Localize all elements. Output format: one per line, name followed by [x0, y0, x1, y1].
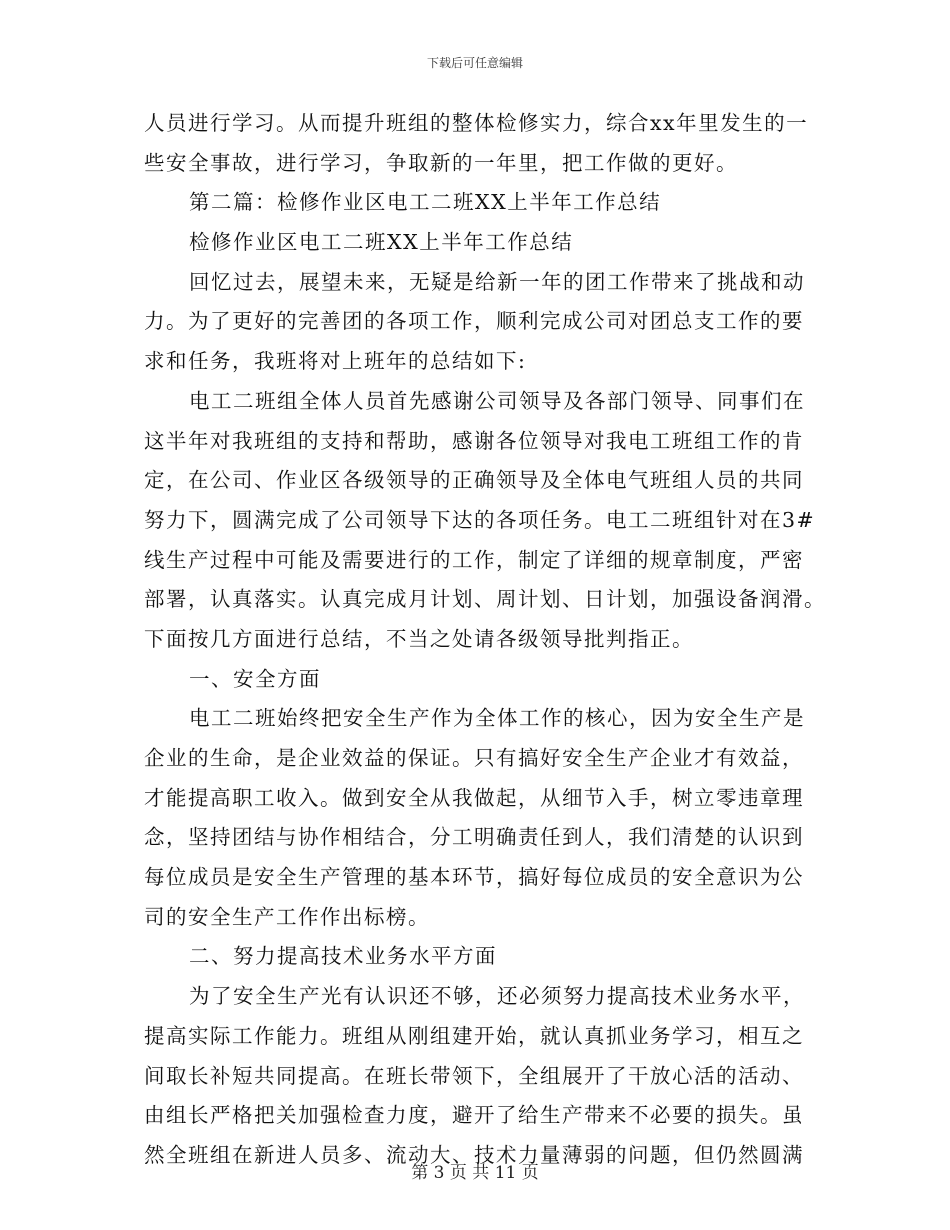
text-line: 提高实际工作能力。班组从刚组建开始，就认真抓业务学习，相互之: [144, 1023, 804, 1048]
text-line: 由组长严格把关加强检查力度，避开了给生产带来不必要的损失。虽: [144, 1103, 804, 1128]
text-line: 电工二班组全体人员首先感谢公司领导及各部门领导、同事们在: [189, 388, 805, 413]
section-title: 检修作业区电工二班XX上半年工作总结: [189, 230, 574, 255]
text-line: 念，坚持团结与协作相结合，分工明确责任到人，我们清楚的认识到: [144, 825, 804, 850]
text-line: 回忆过去，展望未来，无疑是给新一年的团工作带来了挑战和动: [189, 269, 805, 294]
document-body: [144, 104, 826, 1176]
text-line: 力。为了更好的完善团的各项工作，顺利完成公司对团总支工作的要: [144, 309, 804, 334]
text-line: 间取长补短共同提高。在班长带领下，全组展开了干放心活的活动、: [144, 1063, 804, 1088]
text-line: 部署，认真落实。认真完成月计划、周计划、日计划，加强设备润滑。: [144, 587, 826, 612]
text-line: 每位成员是安全生产管理的基本环节，搞好每位成员的安全意识为公: [144, 865, 804, 890]
page-footer: 第 3 页 共 11 页: [411, 1163, 539, 1183]
text-line: 这半年对我班组的支持和帮助，感谢各位领导对我电工班组工作的肯: [144, 428, 804, 453]
text-line: 然全班组在新进人员多、流动大、技术力量薄弱的问题，但仍然圆满: [144, 1142, 804, 1167]
page-header: 下载后可任意编辑: [426, 56, 523, 70]
section-heading: 第二篇：检修作业区电工二班XX上半年工作总结: [189, 190, 662, 215]
text-line: 些安全事故，进行学习，争取新的一年里，把工作做的更好。: [144, 150, 738, 175]
text-line: 下面按几方面进行总结，不当之处请各级领导批判指正。: [144, 626, 694, 651]
text-line: 线生产过程中可能及需要进行的工作，制定了详细的规章制度，严密: [144, 547, 804, 572]
text-line: 才能提高职工收入。做到安全从我做起，从细节入手，树立零违章理: [144, 785, 804, 810]
text-line: 电工二班始终把安全生产作为全体工作的核心，因为安全生产是: [189, 706, 805, 731]
text-line: 人员进行学习。从而提升班组的整体检修实力，综合xx年里发生的一: [144, 111, 809, 135]
text-line: 司的安全生产工作作出标榜。: [144, 904, 430, 929]
section-heading: 一、安全方面: [189, 666, 321, 691]
section-heading: 二、努力提高技术业务水平方面: [189, 944, 497, 969]
text-line: 努力下，圆满完成了公司领导下达的各项任务。电工二班组针对在3#: [144, 507, 816, 532]
text-line: 为了安全生产光有认识还不够，还必须努力提高技术业务水平，: [189, 984, 805, 1009]
text-line: 定，在公司、作业区各级领导的正确领导及全体电气班组人员的共同: [144, 468, 804, 493]
text-line: 企业的生命，是企业效益的保证。只有搞好安全生产企业才有效益，: [144, 746, 804, 770]
text-line: 求和任务，我班将对上班年的总结如下:: [144, 349, 527, 374]
